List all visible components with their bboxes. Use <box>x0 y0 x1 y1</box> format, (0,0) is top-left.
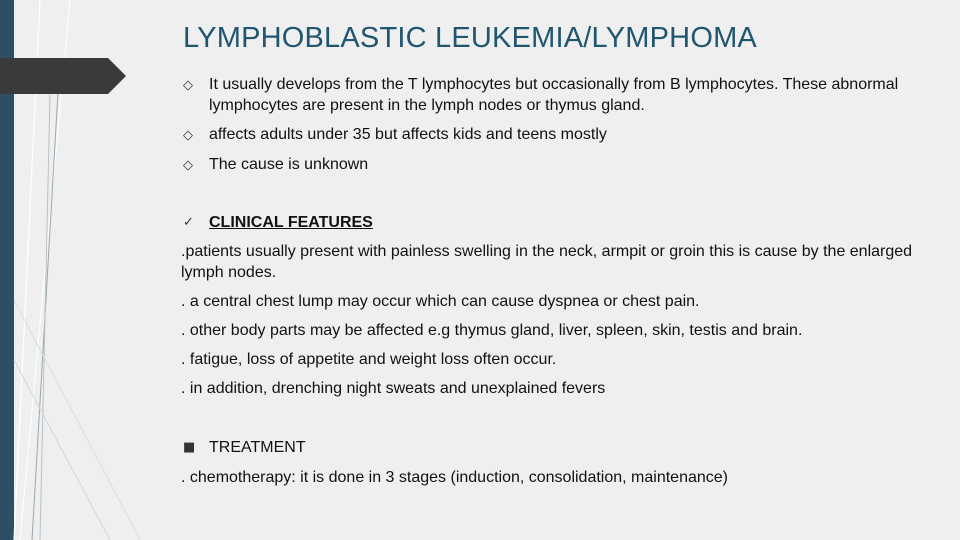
treatment-heading: TREATMENT <box>209 439 306 456</box>
square-bullet-icon: ■ <box>183 440 196 455</box>
diamond-outline-bullet-icon: ◇ <box>183 77 193 92</box>
bullet-item <box>183 154 923 175</box>
title-tab <box>0 58 126 94</box>
page-title: LYMPHOBLASTIC LEUKEMIA/LYMPHOMA <box>183 22 757 54</box>
clinical-item: . in addition, drenching night sweats and unexplained fevers <box>181 380 606 397</box>
decorative-lines <box>0 0 140 540</box>
clinical-item: . other body parts may be affected e.g thymus gland, liver, spleen, skin, testis and brain. <box>181 322 803 339</box>
bullet-text: The cause is unknown <box>209 156 369 173</box>
clinical-item: . a central chest lump may occur which can cause dyspnea or chest pain. <box>181 293 700 310</box>
clinical-features-heading: CLINICAL FEATURES <box>209 214 373 231</box>
bullet-item <box>183 74 923 116</box>
diamond-outline-bullet-icon: ◇ <box>183 127 193 142</box>
treatment-heading-row <box>183 437 923 458</box>
diamond-outline-bullet-icon: ◇ <box>183 157 193 172</box>
bullet-text: affects adults under 35 but affects kids and teens mostly <box>209 126 607 143</box>
check-mark-bullet-icon: ✓ <box>183 215 194 230</box>
bullet-text: It usually develops from the T lymphocytes but occasionally from B lymphocytes. These abnormal lymphocytes are present in the lymph nodes or thymus gland. <box>209 76 899 114</box>
clinical-item: . fatigue, loss of appetite and weight loss often occur. <box>181 351 557 368</box>
clinical-heading-row <box>183 212 923 233</box>
clinical-item: .patients usually present with painless swelling in the neck, armpit or groin this is cause by the enlarged lymph nodes. <box>181 243 913 281</box>
bullet-item <box>183 124 923 145</box>
treatment-item: . chemotherapy: it is done in 3 stages (induction, consolidation, maintenance) <box>181 469 728 486</box>
